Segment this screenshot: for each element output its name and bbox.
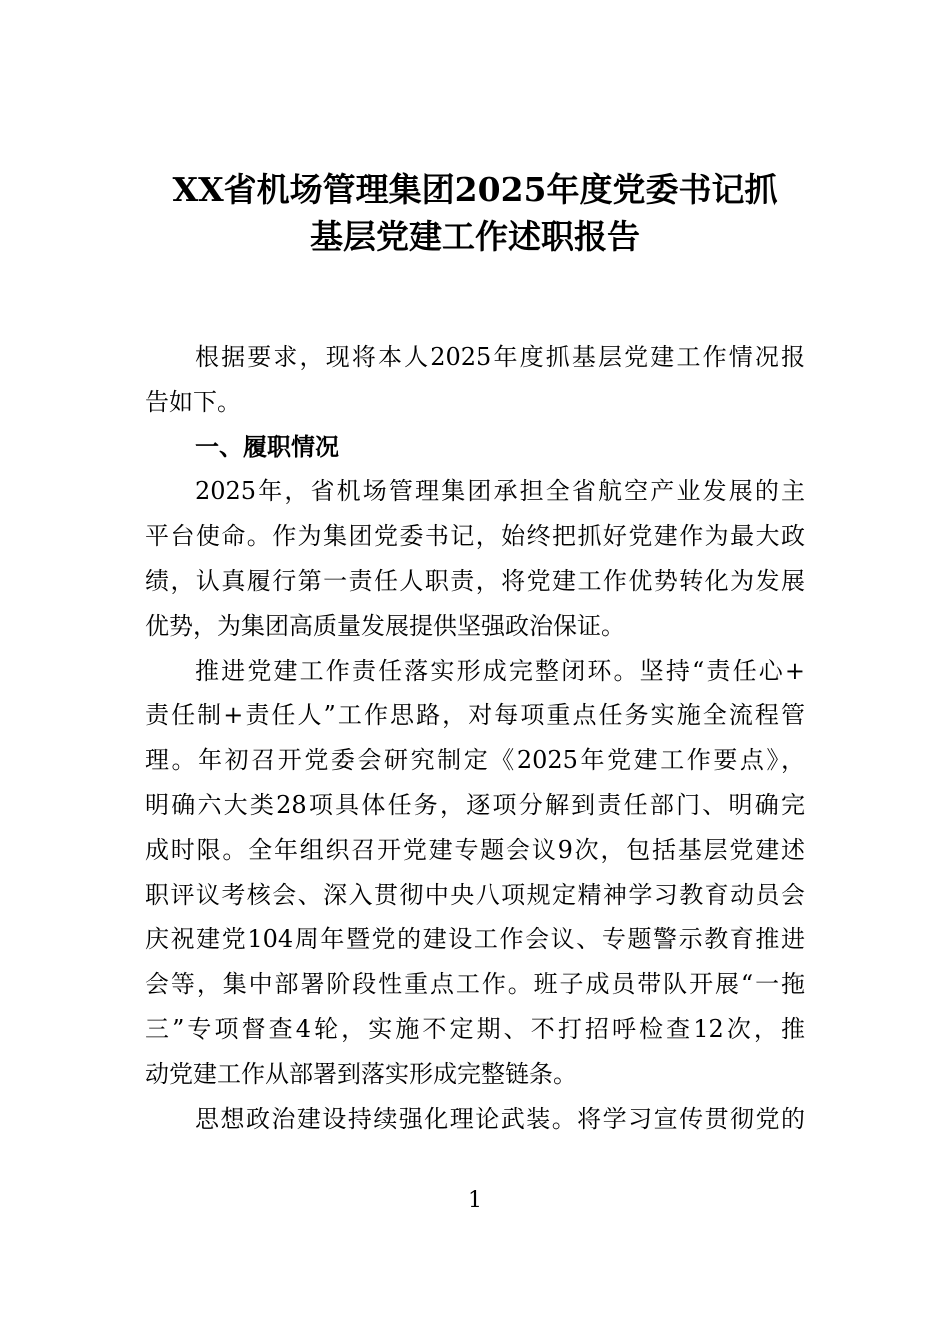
text-line: 庆祝建党104周年暨党的建设工作会议、专题警示教育推进	[145, 925, 805, 954]
text-line: 理。年初召开党委会研究制定《2025年党建工作要点》，	[145, 746, 805, 775]
text-line: 三”专项督查4轮，实施不定期、不打招呼检查12次，推	[145, 1014, 805, 1043]
text-line: 告如下。	[145, 387, 241, 416]
document-title-line-2: 基层党建工作述职报告	[310, 217, 640, 256]
document-title-line-1: XX省机场管理集团2025年度党委书记抓	[172, 170, 778, 209]
text-line: 职评议考核会、深入贯彻中央八项规定精神学习教育动员会	[145, 880, 805, 909]
text-line: 责任制+责任人”工作思路，对每项重点任务实施全流程管	[145, 701, 805, 730]
text-line: 成时限。全年组织召开党建专题会议9次，包括基层党建述	[145, 835, 805, 864]
text-line: 优势，为集团高质量发展提供坚强政治保证。	[145, 611, 625, 640]
text-line: 明确六大类28项具体任务，逐项分解到责任部门、明确完	[145, 790, 805, 819]
document-body	[145, 335, 805, 1141]
text-line: 思想政治建设持续强化理论武装。将学习宣传贯彻党的	[195, 1104, 805, 1133]
text-line: 绩，认真履行第一责任人职责，将党建工作优势转化为发展	[145, 566, 805, 595]
paragraph	[145, 335, 805, 425]
text-line: 平台使命。作为集团党委书记，始终把抓好党建作为最大政	[145, 522, 805, 551]
text-line: 会等，集中部署阶段性重点工作。班子成员带队开展“一拖	[145, 970, 805, 999]
section-heading	[145, 425, 805, 470]
paragraph	[145, 469, 805, 648]
text-line: 根据要求，现将本人2025年度抓基层党建工作情况报	[195, 343, 805, 371]
text-line: 2025年，省机场管理集团承担全省航空产业发展的主	[195, 477, 805, 506]
text-line: 推进党建工作责任落实形成完整闭环。坚持“责任心+	[195, 656, 805, 685]
paragraph	[145, 1097, 805, 1142]
text-line: 动党建工作从部署到落实形成完整链条。	[145, 1059, 577, 1088]
paragraph	[145, 649, 805, 1097]
text-line: 一、履职情况	[195, 431, 339, 461]
page-number: 1	[468, 1188, 482, 1213]
